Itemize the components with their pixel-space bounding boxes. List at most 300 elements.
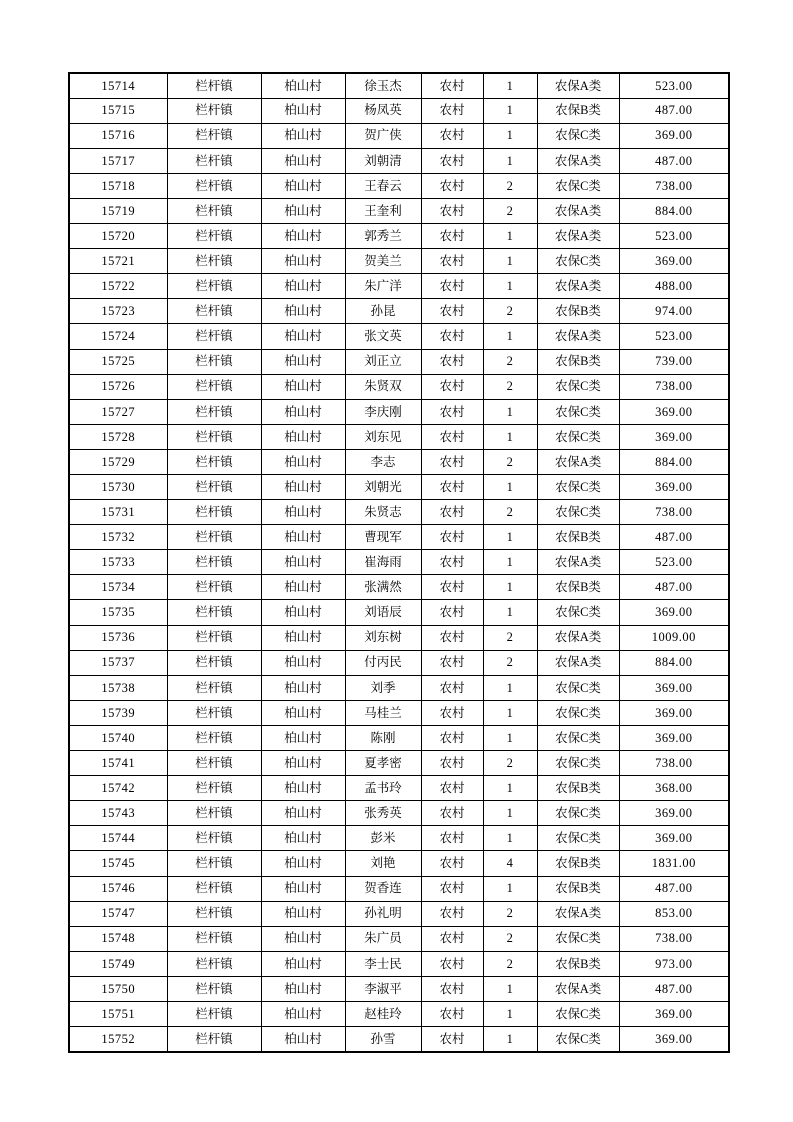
cell-village: 柏山村: [261, 625, 345, 650]
cell-amount: 974.00: [619, 299, 729, 324]
cell-amount: 488.00: [619, 274, 729, 299]
cell-person-count: 1: [483, 73, 537, 98]
cell-person-count: 1: [483, 976, 537, 1001]
cell-amount: 368.00: [619, 776, 729, 801]
cell-town: 栏杆镇: [167, 475, 261, 500]
cell-name: 马桂兰: [345, 700, 421, 725]
cell-village: 柏山村: [261, 700, 345, 725]
cell-category: 农村: [421, 600, 483, 625]
cell-town: 栏杆镇: [167, 575, 261, 600]
table-row: [69, 123, 729, 148]
cell-insurance-class: 农保A类: [537, 224, 619, 249]
table-row: [69, 550, 729, 575]
table-row: [69, 851, 729, 876]
cell-name: 付丙民: [345, 650, 421, 675]
cell-name: 李淑平: [345, 976, 421, 1001]
cell-amount: 369.00: [619, 123, 729, 148]
cell-serial-number: 15725: [69, 349, 167, 374]
cell-village: 柏山村: [261, 976, 345, 1001]
cell-town: 栏杆镇: [167, 173, 261, 198]
cell-amount: 369.00: [619, 700, 729, 725]
cell-village: 柏山村: [261, 776, 345, 801]
cell-person-count: 2: [483, 374, 537, 399]
cell-serial-number: 15740: [69, 725, 167, 750]
table-row: [69, 525, 729, 550]
cell-category: 农村: [421, 826, 483, 851]
cell-town: 栏杆镇: [167, 374, 261, 399]
cell-category: 农村: [421, 198, 483, 223]
cell-category: 农村: [421, 249, 483, 274]
cell-serial-number: 15737: [69, 650, 167, 675]
table-row: [69, 424, 729, 449]
table-row: [69, 173, 729, 198]
cell-serial-number: 15718: [69, 173, 167, 198]
cell-village: 柏山村: [261, 73, 345, 98]
cell-village: 柏山村: [261, 299, 345, 324]
cell-name: 夏孝密: [345, 751, 421, 776]
cell-name: 朱贤志: [345, 500, 421, 525]
cell-serial-number: 15720: [69, 224, 167, 249]
cell-village: 柏山村: [261, 399, 345, 424]
cell-insurance-class: 农保B类: [537, 776, 619, 801]
cell-town: 栏杆镇: [167, 725, 261, 750]
cell-insurance-class: 农保C类: [537, 249, 619, 274]
cell-person-count: 1: [483, 324, 537, 349]
cell-person-count: 1: [483, 98, 537, 123]
cell-insurance-class: 农保C类: [537, 725, 619, 750]
cell-insurance-class: 农保C类: [537, 600, 619, 625]
cell-village: 柏山村: [261, 600, 345, 625]
table-row: [69, 349, 729, 374]
cell-person-count: 1: [483, 249, 537, 274]
cell-category: 农村: [421, 625, 483, 650]
cell-serial-number: 15733: [69, 550, 167, 575]
table-row: [69, 224, 729, 249]
cell-town: 栏杆镇: [167, 1001, 261, 1026]
cell-category: 农村: [421, 500, 483, 525]
table-row: [69, 324, 729, 349]
cell-town: 栏杆镇: [167, 600, 261, 625]
cell-town: 栏杆镇: [167, 500, 261, 525]
cell-village: 柏山村: [261, 224, 345, 249]
cell-town: 栏杆镇: [167, 349, 261, 374]
cell-amount: 1831.00: [619, 851, 729, 876]
cell-name: 贺广侠: [345, 123, 421, 148]
cell-serial-number: 15726: [69, 374, 167, 399]
table-row: [69, 198, 729, 223]
table-row: [69, 751, 729, 776]
cell-serial-number: 15735: [69, 600, 167, 625]
cell-town: 栏杆镇: [167, 901, 261, 926]
cell-name: 刘东见: [345, 424, 421, 449]
cell-serial-number: 15738: [69, 675, 167, 700]
cell-amount: 369.00: [619, 424, 729, 449]
cell-person-count: 1: [483, 148, 537, 173]
cell-serial-number: 15721: [69, 249, 167, 274]
cell-name: 王春云: [345, 173, 421, 198]
cell-person-count: 1: [483, 801, 537, 826]
cell-name: 徐玉杰: [345, 73, 421, 98]
cell-name: 李士民: [345, 951, 421, 976]
cell-category: 农村: [421, 976, 483, 1001]
cell-town: 栏杆镇: [167, 299, 261, 324]
cell-serial-number: 15722: [69, 274, 167, 299]
cell-serial-number: 15743: [69, 801, 167, 826]
cell-insurance-class: 农保C类: [537, 751, 619, 776]
cell-amount: 523.00: [619, 73, 729, 98]
cell-amount: 523.00: [619, 550, 729, 575]
cell-insurance-class: 农保A类: [537, 976, 619, 1001]
cell-serial-number: 15734: [69, 575, 167, 600]
cell-amount: 487.00: [619, 148, 729, 173]
cell-town: 栏杆镇: [167, 776, 261, 801]
cell-village: 柏山村: [261, 249, 345, 274]
cell-insurance-class: 农保C类: [537, 374, 619, 399]
cell-person-count: 2: [483, 198, 537, 223]
cell-insurance-class: 农保C类: [537, 1027, 619, 1052]
cell-name: 孟书玲: [345, 776, 421, 801]
table-row: [69, 901, 729, 926]
cell-name: 彭米: [345, 826, 421, 851]
cell-village: 柏山村: [261, 349, 345, 374]
cell-category: 农村: [421, 299, 483, 324]
cell-amount: 487.00: [619, 876, 729, 901]
cell-amount: 523.00: [619, 324, 729, 349]
cell-town: 栏杆镇: [167, 926, 261, 951]
cell-serial-number: 15748: [69, 926, 167, 951]
cell-amount: 369.00: [619, 675, 729, 700]
cell-serial-number: 15724: [69, 324, 167, 349]
cell-village: 柏山村: [261, 575, 345, 600]
cell-serial-number: 15752: [69, 1027, 167, 1052]
cell-person-count: 1: [483, 475, 537, 500]
cell-village: 柏山村: [261, 650, 345, 675]
roster-table-body: [69, 73, 729, 1052]
cell-category: 农村: [421, 851, 483, 876]
cell-person-count: 1: [483, 424, 537, 449]
roster-table: [68, 72, 730, 1053]
cell-insurance-class: 农保A类: [537, 73, 619, 98]
cell-amount: 973.00: [619, 951, 729, 976]
cell-village: 柏山村: [261, 475, 345, 500]
cell-village: 柏山村: [261, 449, 345, 474]
cell-category: 农村: [421, 1027, 483, 1052]
cell-insurance-class: 农保C类: [537, 424, 619, 449]
cell-insurance-class: 农保B类: [537, 851, 619, 876]
cell-serial-number: 15729: [69, 449, 167, 474]
cell-amount: 369.00: [619, 801, 729, 826]
table-row: [69, 826, 729, 851]
cell-insurance-class: 农保A类: [537, 198, 619, 223]
cell-amount: 884.00: [619, 650, 729, 675]
cell-amount: 1009.00: [619, 625, 729, 650]
cell-amount: 369.00: [619, 600, 729, 625]
cell-amount: 369.00: [619, 249, 729, 274]
cell-amount: 884.00: [619, 198, 729, 223]
cell-category: 农村: [421, 475, 483, 500]
cell-name: 孙雪: [345, 1027, 421, 1052]
cell-category: 农村: [421, 901, 483, 926]
cell-category: 农村: [421, 374, 483, 399]
table-row: [69, 1001, 729, 1026]
cell-amount: 369.00: [619, 725, 729, 750]
cell-category: 农村: [421, 926, 483, 951]
table-row: [69, 725, 729, 750]
cell-person-count: 1: [483, 826, 537, 851]
table-row: [69, 374, 729, 399]
table-row: [69, 73, 729, 98]
cell-serial-number: 15730: [69, 475, 167, 500]
cell-insurance-class: 农保C类: [537, 826, 619, 851]
cell-person-count: 1: [483, 1027, 537, 1052]
cell-village: 柏山村: [261, 675, 345, 700]
cell-name: 刘语辰: [345, 600, 421, 625]
cell-insurance-class: 农保C类: [537, 475, 619, 500]
cell-name: 刘正立: [345, 349, 421, 374]
cell-name: 陈刚: [345, 725, 421, 750]
cell-village: 柏山村: [261, 123, 345, 148]
cell-amount: 738.00: [619, 374, 729, 399]
cell-town: 栏杆镇: [167, 1027, 261, 1052]
cell-amount: 523.00: [619, 224, 729, 249]
cell-town: 栏杆镇: [167, 424, 261, 449]
cell-serial-number: 15728: [69, 424, 167, 449]
cell-category: 农村: [421, 399, 483, 424]
cell-village: 柏山村: [261, 801, 345, 826]
cell-town: 栏杆镇: [167, 650, 261, 675]
cell-town: 栏杆镇: [167, 148, 261, 173]
cell-town: 栏杆镇: [167, 976, 261, 1001]
cell-category: 农村: [421, 700, 483, 725]
cell-village: 柏山村: [261, 1001, 345, 1026]
cell-name: 贺美兰: [345, 249, 421, 274]
cell-person-count: 1: [483, 399, 537, 424]
cell-town: 栏杆镇: [167, 826, 261, 851]
cell-amount: 738.00: [619, 500, 729, 525]
cell-category: 农村: [421, 123, 483, 148]
cell-category: 农村: [421, 148, 483, 173]
cell-serial-number: 15717: [69, 148, 167, 173]
cell-name: 崔海雨: [345, 550, 421, 575]
cell-village: 柏山村: [261, 751, 345, 776]
table-row: [69, 976, 729, 1001]
table-row: [69, 1027, 729, 1052]
cell-category: 农村: [421, 449, 483, 474]
cell-serial-number: 15739: [69, 700, 167, 725]
cell-town: 栏杆镇: [167, 801, 261, 826]
cell-name: 刘朝清: [345, 148, 421, 173]
cell-town: 栏杆镇: [167, 399, 261, 424]
cell-category: 农村: [421, 324, 483, 349]
table-row: [69, 926, 729, 951]
cell-category: 农村: [421, 951, 483, 976]
cell-serial-number: 15716: [69, 123, 167, 148]
cell-person-count: 1: [483, 274, 537, 299]
cell-person-count: 2: [483, 901, 537, 926]
cell-insurance-class: 农保B类: [537, 349, 619, 374]
cell-amount: 487.00: [619, 976, 729, 1001]
cell-category: 农村: [421, 73, 483, 98]
cell-serial-number: 15746: [69, 876, 167, 901]
cell-serial-number: 15747: [69, 901, 167, 926]
cell-person-count: 1: [483, 1001, 537, 1026]
cell-name: 李志: [345, 449, 421, 474]
cell-category: 农村: [421, 751, 483, 776]
table-row: [69, 951, 729, 976]
cell-category: 农村: [421, 274, 483, 299]
cell-village: 柏山村: [261, 324, 345, 349]
cell-category: 农村: [421, 575, 483, 600]
cell-serial-number: 15742: [69, 776, 167, 801]
cell-insurance-class: 农保A类: [537, 625, 619, 650]
cell-village: 柏山村: [261, 98, 345, 123]
cell-person-count: 2: [483, 650, 537, 675]
cell-village: 柏山村: [261, 274, 345, 299]
cell-village: 柏山村: [261, 926, 345, 951]
cell-village: 柏山村: [261, 1027, 345, 1052]
cell-amount: 369.00: [619, 1001, 729, 1026]
cell-village: 柏山村: [261, 148, 345, 173]
cell-insurance-class: 农保C类: [537, 801, 619, 826]
cell-amount: 487.00: [619, 575, 729, 600]
cell-town: 栏杆镇: [167, 625, 261, 650]
cell-insurance-class: 农保B类: [537, 575, 619, 600]
cell-village: 柏山村: [261, 725, 345, 750]
cell-serial-number: 15723: [69, 299, 167, 324]
cell-category: 农村: [421, 876, 483, 901]
cell-category: 农村: [421, 675, 483, 700]
cell-category: 农村: [421, 801, 483, 826]
cell-name: 朱贤双: [345, 374, 421, 399]
cell-village: 柏山村: [261, 876, 345, 901]
cell-serial-number: 15745: [69, 851, 167, 876]
cell-name: 郭秀兰: [345, 224, 421, 249]
cell-serial-number: 15719: [69, 198, 167, 223]
table-row: [69, 274, 729, 299]
cell-person-count: 1: [483, 675, 537, 700]
cell-town: 栏杆镇: [167, 751, 261, 776]
cell-village: 柏山村: [261, 901, 345, 926]
cell-village: 柏山村: [261, 525, 345, 550]
cell-town: 栏杆镇: [167, 876, 261, 901]
cell-serial-number: 15732: [69, 525, 167, 550]
cell-insurance-class: 农保A类: [537, 274, 619, 299]
cell-name: 曹现军: [345, 525, 421, 550]
cell-town: 栏杆镇: [167, 449, 261, 474]
cell-serial-number: 15749: [69, 951, 167, 976]
cell-category: 农村: [421, 550, 483, 575]
cell-insurance-class: 农保A类: [537, 148, 619, 173]
cell-person-count: 1: [483, 550, 537, 575]
cell-name: 赵桂玲: [345, 1001, 421, 1026]
cell-village: 柏山村: [261, 424, 345, 449]
cell-insurance-class: 农保A类: [537, 324, 619, 349]
cell-person-count: 2: [483, 751, 537, 776]
cell-village: 柏山村: [261, 173, 345, 198]
cell-amount: 884.00: [619, 449, 729, 474]
cell-person-count: 2: [483, 449, 537, 474]
cell-name: 杨凤英: [345, 98, 421, 123]
table-row: [69, 600, 729, 625]
cell-serial-number: 15731: [69, 500, 167, 525]
cell-amount: 738.00: [619, 926, 729, 951]
cell-amount: 369.00: [619, 399, 729, 424]
cell-insurance-class: 农保A类: [537, 550, 619, 575]
cell-person-count: 2: [483, 299, 537, 324]
cell-person-count: 1: [483, 575, 537, 600]
cell-town: 栏杆镇: [167, 73, 261, 98]
cell-insurance-class: 农保B类: [537, 876, 619, 901]
cell-category: 农村: [421, 650, 483, 675]
table-row: [69, 299, 729, 324]
cell-insurance-class: 农保B类: [537, 951, 619, 976]
cell-category: 农村: [421, 349, 483, 374]
cell-amount: 369.00: [619, 826, 729, 851]
cell-name: 刘朝光: [345, 475, 421, 500]
cell-insurance-class: 农保C类: [537, 500, 619, 525]
cell-insurance-class: 农保B类: [537, 299, 619, 324]
cell-insurance-class: 农保C类: [537, 1001, 619, 1026]
cell-category: 农村: [421, 725, 483, 750]
cell-name: 贺香连: [345, 876, 421, 901]
cell-serial-number: 15741: [69, 751, 167, 776]
cell-category: 农村: [421, 776, 483, 801]
cell-town: 栏杆镇: [167, 123, 261, 148]
cell-insurance-class: 农保B类: [537, 98, 619, 123]
cell-town: 栏杆镇: [167, 851, 261, 876]
cell-town: 栏杆镇: [167, 324, 261, 349]
table-row: [69, 500, 729, 525]
cell-person-count: 2: [483, 625, 537, 650]
cell-person-count: 2: [483, 173, 537, 198]
cell-insurance-class: 农保A类: [537, 650, 619, 675]
cell-town: 栏杆镇: [167, 700, 261, 725]
table-row: [69, 399, 729, 424]
cell-amount: 738.00: [619, 173, 729, 198]
cell-town: 栏杆镇: [167, 550, 261, 575]
cell-town: 栏杆镇: [167, 98, 261, 123]
cell-name: 朱广洋: [345, 274, 421, 299]
cell-insurance-class: 农保B类: [537, 525, 619, 550]
cell-person-count: 1: [483, 700, 537, 725]
cell-village: 柏山村: [261, 198, 345, 223]
cell-village: 柏山村: [261, 500, 345, 525]
cell-person-count: 4: [483, 851, 537, 876]
cell-category: 农村: [421, 98, 483, 123]
cell-amount: 487.00: [619, 98, 729, 123]
cell-serial-number: 15750: [69, 976, 167, 1001]
cell-amount: 738.00: [619, 751, 729, 776]
cell-person-count: 1: [483, 525, 537, 550]
table-row: [69, 148, 729, 173]
cell-serial-number: 15715: [69, 98, 167, 123]
cell-village: 柏山村: [261, 826, 345, 851]
cell-person-count: 2: [483, 926, 537, 951]
cell-insurance-class: 农保A类: [537, 449, 619, 474]
cell-name: 孙昆: [345, 299, 421, 324]
cell-name: 张满然: [345, 575, 421, 600]
cell-category: 农村: [421, 173, 483, 198]
cell-amount: 487.00: [619, 525, 729, 550]
cell-person-count: 1: [483, 725, 537, 750]
cell-person-count: 1: [483, 776, 537, 801]
cell-village: 柏山村: [261, 951, 345, 976]
cell-town: 栏杆镇: [167, 675, 261, 700]
cell-serial-number: 15714: [69, 73, 167, 98]
cell-serial-number: 15727: [69, 399, 167, 424]
cell-town: 栏杆镇: [167, 224, 261, 249]
cell-village: 柏山村: [261, 851, 345, 876]
